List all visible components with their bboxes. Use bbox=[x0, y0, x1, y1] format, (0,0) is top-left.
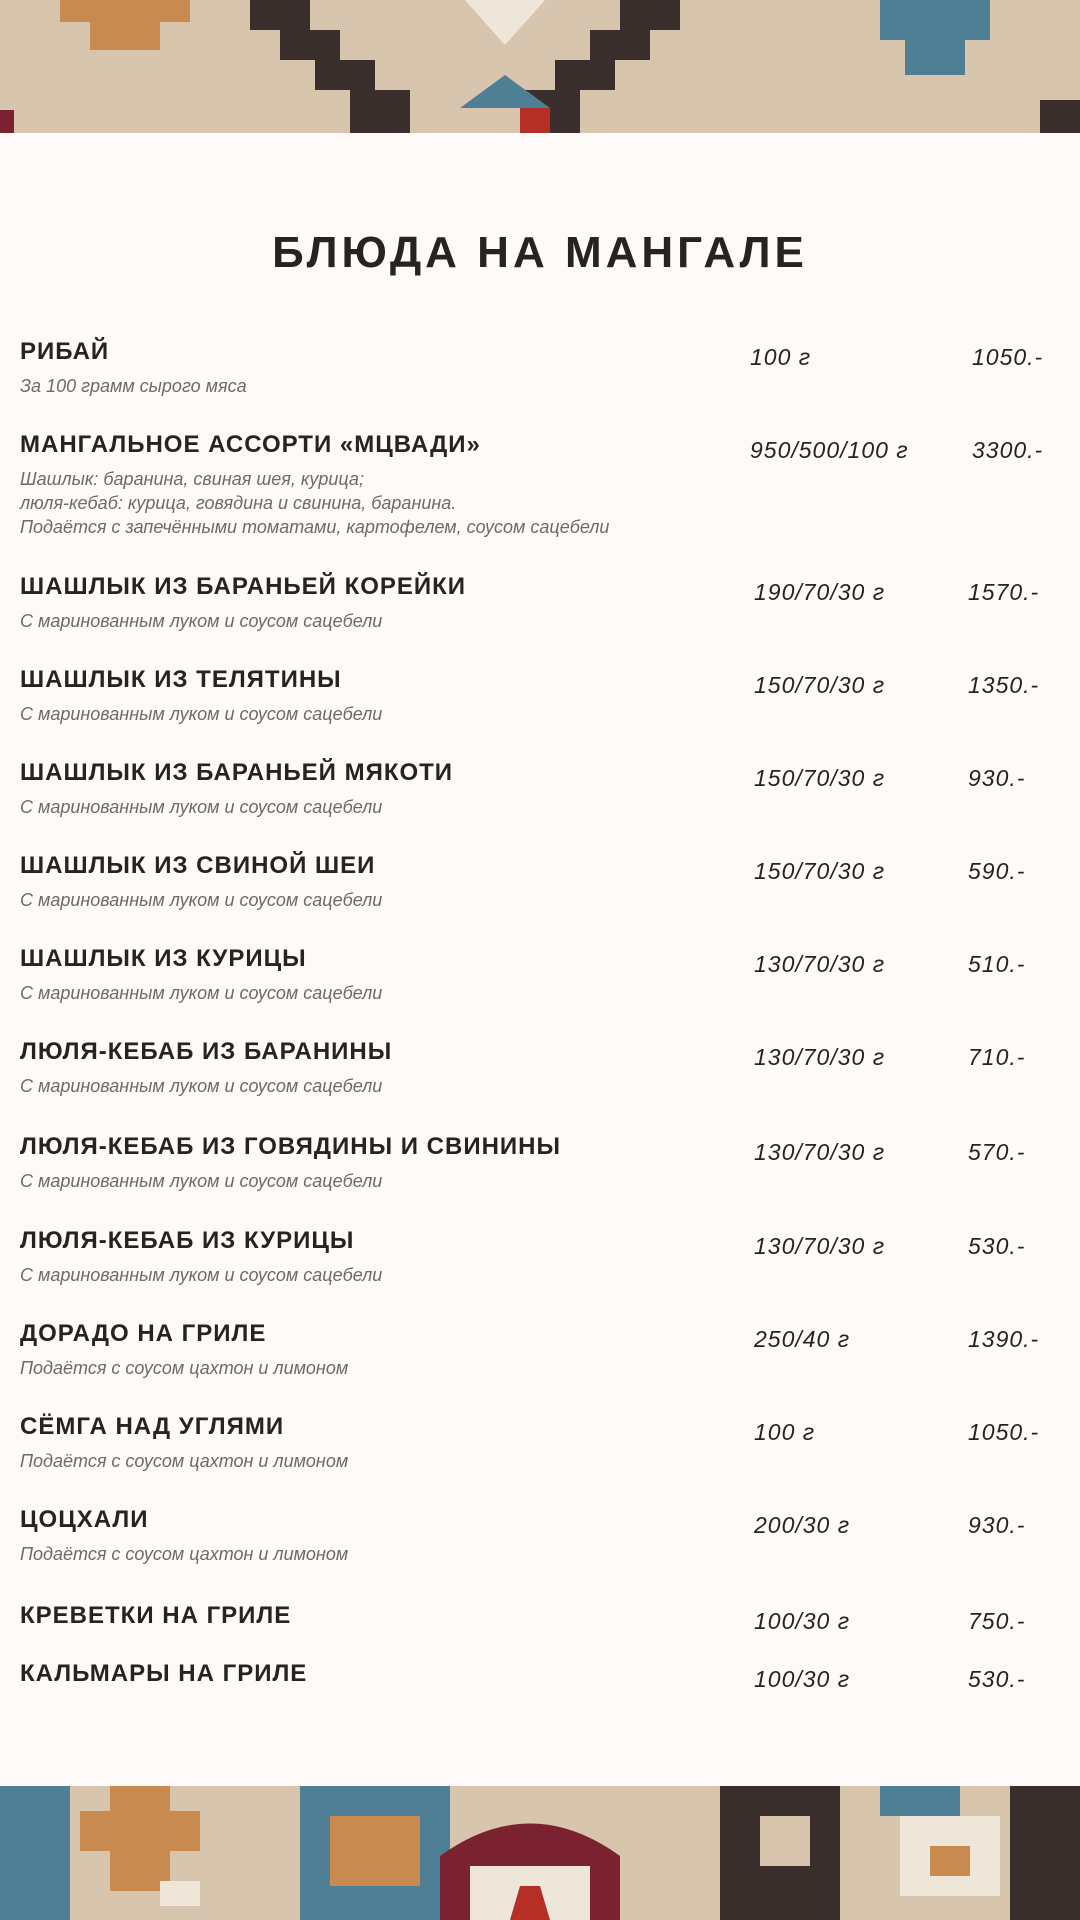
section-title: БЛЮДА НА МАНГАЛЕ bbox=[272, 228, 808, 277]
item-description: С маринованным луком и соусом сацебели bbox=[20, 797, 383, 817]
item-price: 1390.- bbox=[968, 1326, 1040, 1352]
item-name: ДОРАДО НА ГРИЛЕ bbox=[20, 1320, 267, 1347]
item-price: 710.- bbox=[968, 1044, 1026, 1070]
item-description: Подаётся с соусом цахтон и лимоном bbox=[20, 1451, 349, 1471]
item-weight: 150/70/30 г bbox=[754, 672, 886, 698]
item-name: МАНГАЛЬНОЕ АССОРТИ «МЦВАДИ» bbox=[20, 431, 481, 458]
item-price: 1050.- bbox=[972, 344, 1044, 370]
item-name: ШАШЛЫК ИЗ БАРАНЬЕЙ КОРЕЙКИ bbox=[20, 573, 467, 600]
item-weight: 190/70/30 г bbox=[754, 579, 886, 605]
item-name: ЛЮЛЯ-КЕБАБ ИЗ КУРИЦЫ bbox=[20, 1227, 355, 1254]
item-name: ШАШЛЫК ИЗ БАРАНЬЕЙ МЯКОТИ bbox=[20, 759, 454, 786]
item-name: КРЕВЕТКИ НА ГРИЛЕ bbox=[20, 1602, 292, 1629]
item-price: 930.- bbox=[968, 1512, 1026, 1538]
item-description: Подаётся с соусом цахтон и лимоном bbox=[20, 1544, 349, 1564]
item-description: С маринованным луком и соусом сацебели bbox=[20, 611, 383, 631]
item-name: ЦОЦХАЛИ bbox=[20, 1506, 149, 1533]
item-weight: 130/70/30 г bbox=[754, 1233, 886, 1259]
item-price: 530.- bbox=[968, 1666, 1026, 1692]
item-price: 1050.- bbox=[968, 1419, 1040, 1445]
item-weight: 130/70/30 г bbox=[754, 1044, 886, 1070]
top-rug-pattern bbox=[0, 0, 1080, 133]
item-weight: 100/30 г bbox=[754, 1608, 851, 1634]
item-name: ЛЮЛЯ-КЕБАБ ИЗ ГОВЯДИНЫ И СВИНИНЫ bbox=[20, 1133, 561, 1160]
item-weight: 100 г bbox=[754, 1419, 816, 1445]
item-price: 750.- bbox=[968, 1608, 1026, 1634]
item-description: С маринованным луком и соусом сацебели bbox=[20, 1265, 383, 1285]
item-price: 590.- bbox=[968, 858, 1026, 884]
item-description: Подаётся с соусом цахтон и лимоном bbox=[20, 1358, 349, 1378]
item-price: 3300.- bbox=[972, 437, 1044, 463]
item-weight: 130/70/30 г bbox=[754, 951, 886, 977]
item-price: 570.- bbox=[968, 1139, 1026, 1165]
item-price: 930.- bbox=[968, 765, 1026, 791]
bottom-rug-pattern bbox=[0, 1786, 1080, 1920]
item-description: С маринованным луком и соусом сацебели bbox=[20, 890, 383, 910]
item-description: С маринованным луком и соусом сацебели bbox=[20, 1171, 383, 1191]
item-description: С маринованным луком и соусом сацебели bbox=[20, 704, 383, 724]
item-weight: 200/30 г bbox=[754, 1512, 851, 1538]
item-weight: 100 г bbox=[750, 344, 812, 370]
item-name: ШАШЛЫК ИЗ КУРИЦЫ bbox=[20, 945, 307, 972]
item-name: ШАШЛЫК ИЗ ТЕЛЯТИНЫ bbox=[20, 666, 342, 693]
item-description: За 100 грамм сырого мяса bbox=[20, 376, 247, 396]
item-weight: 950/500/100 г bbox=[750, 437, 909, 463]
item-name: РИБАЙ bbox=[20, 338, 110, 365]
item-name: КАЛЬМАРЫ НА ГРИЛЕ bbox=[20, 1660, 308, 1687]
item-price: 530.- bbox=[968, 1233, 1026, 1259]
item-weight: 150/70/30 г bbox=[754, 858, 886, 884]
item-name: ШАШЛЫК ИЗ СВИНОЙ ШЕИ bbox=[20, 852, 376, 879]
item-description: Шашлык: баранина, свиная шея, курица; люля-кебаб: курица, говядина и свинина, баранина. Подаётся с запечёнными томатами, картофелем, соусом сацебели bbox=[20, 469, 610, 537]
item-weight: 250/40 г bbox=[754, 1326, 851, 1352]
item-name: СЁМГА НАД УГЛЯМИ bbox=[20, 1413, 285, 1440]
item-name: ЛЮЛЯ-КЕБАБ ИЗ БАРАНИНЫ bbox=[20, 1038, 393, 1065]
item-price: 1350.- bbox=[968, 672, 1040, 698]
item-weight: 130/70/30 г bbox=[754, 1139, 886, 1165]
item-description: С маринованным луком и соусом сацебели bbox=[20, 983, 383, 1003]
item-description: С маринованным луком и соусом сацебели bbox=[20, 1076, 383, 1096]
item-price: 1570.- bbox=[968, 579, 1040, 605]
item-price: 510.- bbox=[968, 951, 1026, 977]
item-weight: 150/70/30 г bbox=[754, 765, 886, 791]
item-weight: 100/30 г bbox=[754, 1666, 851, 1692]
